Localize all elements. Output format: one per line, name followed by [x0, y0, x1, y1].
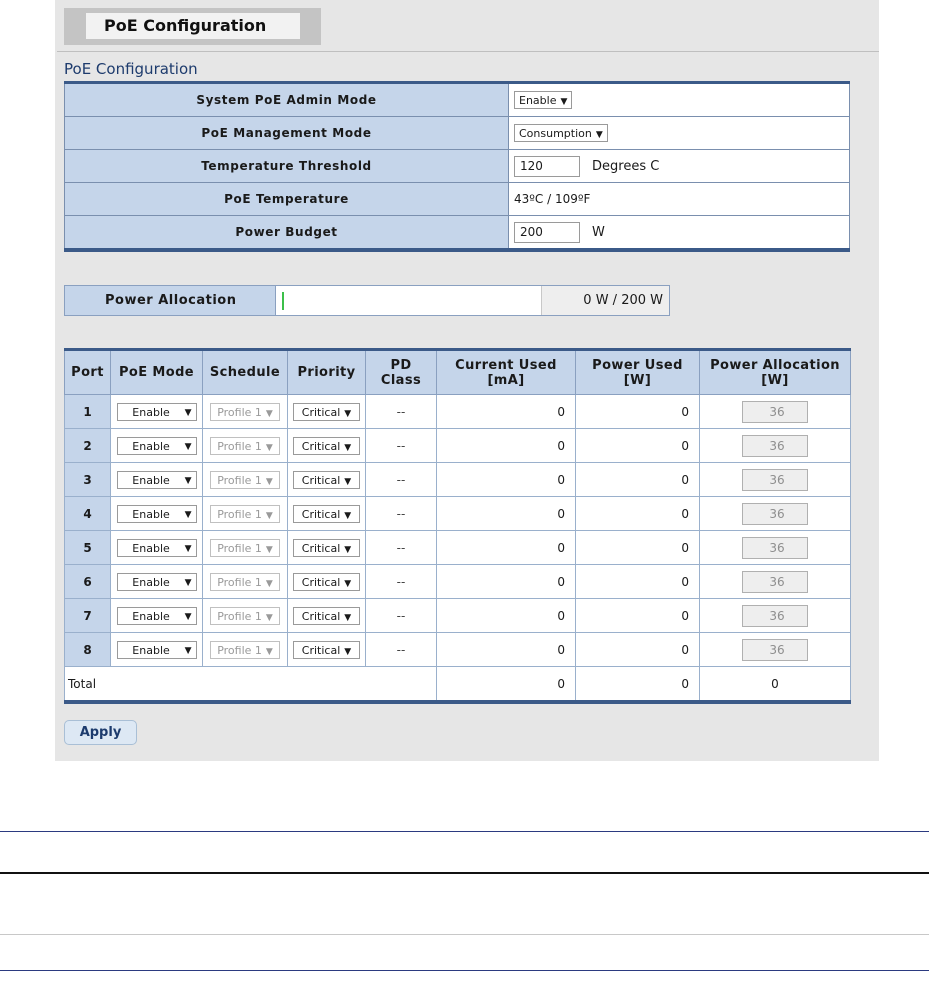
current-used-value: 0	[437, 497, 576, 531]
config-row-poe-temp	[65, 183, 850, 216]
pd-class-value: --	[366, 565, 437, 599]
port-number: 1	[65, 395, 111, 429]
power-used-value: 0	[576, 633, 700, 667]
col-poe-mode: PoE Mode	[111, 350, 203, 395]
admin-mode-select[interactable]: Enable ▼	[514, 91, 572, 109]
priority-select[interactable]: Critical ▼	[293, 403, 360, 421]
port-number: 8	[65, 633, 111, 667]
power-allocation-input[interactable]: 36	[742, 469, 808, 491]
chevron-down-icon: ▼	[265, 544, 273, 555]
power-allocation-input[interactable]: 36	[742, 401, 808, 423]
col-priority: Priority	[288, 350, 366, 395]
current-used-value: 0	[437, 395, 576, 429]
chevron-down-icon: ▼	[265, 442, 273, 453]
schedule-select[interactable]: Profile 1 ▼	[210, 505, 280, 523]
chevron-down-icon: ▼	[184, 543, 192, 554]
table-row	[65, 497, 851, 531]
port-number: 2	[65, 429, 111, 463]
current-used-value: 0	[437, 463, 576, 497]
chevron-down-icon: ▼	[184, 577, 192, 588]
col-current-used: Current Used [mA]	[437, 350, 576, 395]
total-power-allocation: 0	[700, 667, 851, 703]
poe-mode-select[interactable]: Enable ▼	[117, 505, 197, 523]
schedule-select[interactable]: Profile 1 ▼	[210, 607, 280, 625]
schedule-select[interactable]: Profile 1 ▼	[210, 403, 280, 421]
chevron-down-icon: ▼	[344, 646, 352, 657]
power-budget-label: Power Budget	[65, 216, 509, 251]
poe-mode-select[interactable]: Enable ▼	[117, 403, 197, 421]
apply-button[interactable]: Apply	[64, 720, 137, 745]
power-allocation-meter	[64, 285, 670, 316]
poe-mode-select[interactable]: Enable ▼	[117, 607, 197, 625]
divider	[0, 872, 929, 874]
table-row	[65, 633, 851, 667]
priority-select[interactable]: Critical ▼	[293, 437, 360, 455]
divider	[0, 831, 929, 832]
chevron-down-icon: ▼	[344, 578, 352, 589]
priority-select[interactable]: Critical ▼	[293, 539, 360, 557]
power-allocation-value: 0 W / 200 W	[541, 286, 669, 315]
power-used-value: 0	[576, 531, 700, 565]
power-used-value: 0	[576, 497, 700, 531]
power-allocation-input[interactable]: 36	[742, 435, 808, 457]
table-row	[65, 565, 851, 599]
poe-temp-label: PoE Temperature	[65, 183, 509, 216]
col-power-allocation: Power Allocation [W]	[700, 350, 851, 395]
current-used-value: 0	[437, 565, 576, 599]
chevron-down-icon: ▼	[265, 510, 273, 521]
power-budget-unit: W	[592, 224, 605, 240]
poe-mode-select[interactable]: Enable ▼	[117, 539, 197, 557]
power-allocation-input[interactable]: 36	[742, 639, 808, 661]
schedule-select[interactable]: Profile 1 ▼	[210, 641, 280, 659]
power-budget-input[interactable]: 200	[514, 222, 580, 243]
divider	[0, 934, 929, 935]
priority-select[interactable]: Critical ▼	[293, 607, 360, 625]
chevron-down-icon: ▼	[344, 476, 352, 487]
config-row-admin-mode	[65, 83, 850, 117]
col-port: Port	[65, 350, 111, 395]
chevron-down-icon: ▼	[184, 441, 192, 452]
power-allocation-fill	[282, 292, 284, 310]
port-number: 4	[65, 497, 111, 531]
total-current-used: 0	[437, 667, 576, 703]
chevron-down-icon: ▼	[560, 97, 568, 107]
temp-threshold-unit: Degrees C	[592, 158, 660, 174]
table-row	[65, 463, 851, 497]
pd-class-value: --	[366, 633, 437, 667]
chevron-down-icon: ▼	[344, 408, 352, 419]
current-used-value: 0	[437, 599, 576, 633]
mgmt-mode-label: PoE Management Mode	[65, 117, 509, 150]
col-schedule: Schedule	[203, 350, 288, 395]
power-used-value: 0	[576, 599, 700, 633]
col-pd-class: PD Class	[366, 350, 437, 395]
port-number: 6	[65, 565, 111, 599]
chevron-down-icon: ▼	[344, 510, 352, 521]
chevron-down-icon: ▼	[184, 645, 192, 656]
chevron-down-icon: ▼	[344, 544, 352, 555]
table-row	[65, 599, 851, 633]
current-used-value: 0	[437, 429, 576, 463]
chevron-down-icon: ▼	[265, 476, 273, 487]
config-row-temp-threshold	[65, 150, 850, 183]
chevron-down-icon: ▼	[344, 442, 352, 453]
power-used-value: 0	[576, 429, 700, 463]
priority-select[interactable]: Critical ▼	[293, 573, 360, 591]
current-used-value: 0	[437, 633, 576, 667]
chevron-down-icon: ▼	[265, 646, 273, 657]
table-row	[65, 429, 851, 463]
power-used-value: 0	[576, 565, 700, 599]
power-allocation-label: Power Allocation	[65, 286, 276, 315]
config-row-mgmt-mode	[65, 117, 850, 150]
poe-mode-select[interactable]: Enable ▼	[117, 573, 197, 591]
pd-class-value: --	[366, 463, 437, 497]
table-row	[65, 531, 851, 565]
chevron-down-icon: ▼	[184, 611, 192, 622]
chevron-down-icon: ▼	[184, 475, 192, 486]
temp-threshold-label: Temperature Threshold	[65, 150, 509, 183]
table-row	[65, 395, 851, 429]
power-allocation-bar	[279, 286, 541, 315]
chevron-down-icon: ▼	[595, 130, 603, 140]
pd-class-value: --	[366, 395, 437, 429]
schedule-select[interactable]: Profile 1 ▼	[210, 539, 280, 557]
temp-threshold-input[interactable]: 120	[514, 156, 580, 177]
chevron-down-icon: ▼	[265, 408, 273, 419]
port-table	[64, 348, 851, 704]
poe-config-table	[64, 81, 850, 252]
power-used-value: 0	[576, 463, 700, 497]
schedule-select[interactable]: Profile 1 ▼	[210, 573, 280, 591]
pd-class-value: --	[366, 531, 437, 565]
poe-mode-select[interactable]: Enable ▼	[117, 471, 197, 489]
pd-class-value: --	[366, 599, 437, 633]
section-title: PoE Configuration	[64, 60, 198, 78]
current-used-value: 0	[437, 531, 576, 565]
poe-temp-value: 43ºC / 109ºF	[509, 183, 850, 216]
total-row	[65, 667, 851, 703]
power-allocation-input[interactable]: 36	[742, 537, 808, 559]
power-allocation-input[interactable]: 36	[742, 503, 808, 525]
power-used-value: 0	[576, 395, 700, 429]
col-power-used: Power Used [W]	[576, 350, 700, 395]
page-tab-label: PoE Configuration	[86, 13, 300, 39]
pd-class-value: --	[366, 429, 437, 463]
priority-select[interactable]: Critical ▼	[293, 471, 360, 489]
port-number: 3	[65, 463, 111, 497]
divider	[57, 51, 879, 52]
port-number: 7	[65, 599, 111, 633]
total-power-used: 0	[576, 667, 700, 703]
page-tab	[64, 8, 321, 45]
divider	[0, 970, 929, 971]
chevron-down-icon: ▼	[184, 407, 192, 418]
priority-select[interactable]: Critical ▼	[293, 505, 360, 523]
port-number: 5	[65, 531, 111, 565]
chevron-down-icon: ▼	[265, 578, 273, 589]
admin-mode-label: System PoE Admin Mode	[65, 83, 509, 117]
power-allocation-input[interactable]: 36	[742, 605, 808, 627]
total-label: Total	[65, 667, 437, 703]
poe-mode-select[interactable]: Enable ▼	[117, 437, 197, 455]
schedule-select[interactable]: Profile 1 ▼	[210, 437, 280, 455]
poe-mode-select[interactable]: Enable ▼	[117, 641, 197, 659]
chevron-down-icon: ▼	[265, 612, 273, 623]
port-table-header	[65, 350, 851, 395]
schedule-select[interactable]: Profile 1 ▼	[210, 471, 280, 489]
mgmt-mode-select[interactable]: Consumption ▼	[514, 124, 608, 142]
priority-select[interactable]: Critical ▼	[293, 641, 360, 659]
chevron-down-icon: ▼	[184, 509, 192, 520]
config-row-power-budget	[65, 216, 850, 251]
chevron-down-icon: ▼	[344, 612, 352, 623]
pd-class-value: --	[366, 497, 437, 531]
power-allocation-input[interactable]: 36	[742, 571, 808, 593]
